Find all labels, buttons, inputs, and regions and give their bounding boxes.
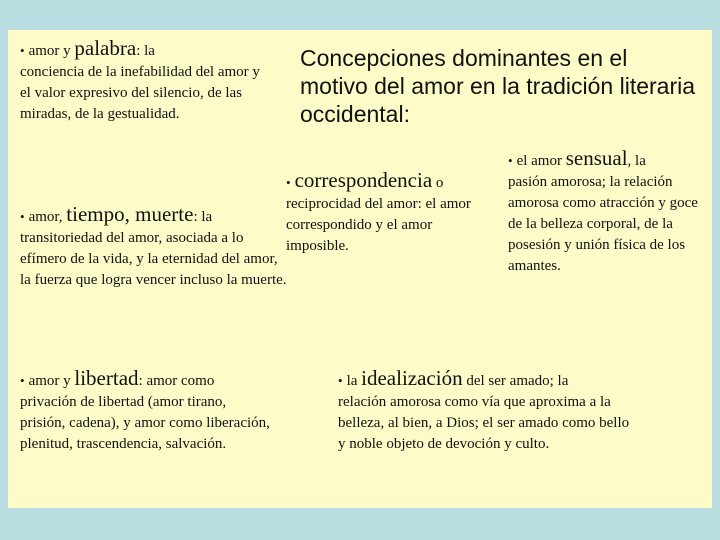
concept-lead: amor (28, 43, 60, 59)
concept-lead: el amor (516, 153, 562, 169)
slide-title: Concepciones dominantes en el motivo del amor en la tradición literaria occidental: (300, 45, 696, 127)
concept-description: conciencia de la inefabilidad del amor y el valor expresivo del silencio, de las miradas, de la gestualidad. (20, 64, 260, 122)
concept-lead: amor y (28, 373, 71, 389)
concept-sensual (508, 148, 708, 277)
concept-correspondencia (286, 170, 496, 257)
concept-keyword: palabra (74, 36, 137, 60)
concept-tiempo-muerte (20, 204, 290, 291)
bullet-icon: • (20, 209, 25, 224)
concept-description: reciprocidad del amor: el amor correspondido y el amor imposible. (286, 196, 471, 254)
concept-suffix: o (432, 175, 444, 191)
concept-palabra (20, 38, 270, 125)
concept-keyword: correspondencia (294, 168, 433, 192)
bullet-icon: • (508, 153, 513, 168)
concept-description: pasión amorosa; la relación amorosa como atracción y goce de la belleza corporal, de la posesión y unión física de los amantes. (508, 174, 698, 274)
concept-libertad (20, 368, 270, 455)
bullet-icon: • (20, 373, 25, 388)
concept-keyword: sensual (565, 146, 628, 170)
concept-suffix: : la (136, 43, 155, 59)
concept-suffix: , la (627, 153, 646, 169)
concept-keyword: idealización (361, 366, 463, 390)
bullet-icon: • (286, 175, 291, 190)
concept-joiner: y (59, 43, 75, 59)
concept-keyword: libertad (74, 366, 139, 390)
bullet-icon: • (20, 43, 25, 58)
bullet-icon: • (338, 373, 343, 388)
concept-suffix: : la (193, 209, 213, 225)
concept-idealizacion (338, 368, 638, 455)
concept-description: transitoriedad del amor, asociada a lo efímero de la vida, y la eternidad del amor, la fuerza que logra vencer incluso la muerte. (20, 230, 287, 288)
concept-lead: la (346, 373, 358, 389)
slide (8, 30, 712, 508)
concept-lead: amor, (28, 209, 63, 225)
concept-suffix: del ser amado; la (462, 373, 569, 389)
concept-description: privación de libertad (amor tirano, prisión, cadena), y amor como liberación, plenitud, trascendencia, salvación. (20, 394, 270, 452)
concept-keyword: tiempo, muerte (66, 202, 194, 226)
concept-description: relación amorosa como vía que aproxima a la belleza, al bien, a Dios; el ser amado como bello y noble objeto de devoción y culto. (338, 394, 630, 452)
concept-suffix: : amor como (138, 373, 215, 389)
